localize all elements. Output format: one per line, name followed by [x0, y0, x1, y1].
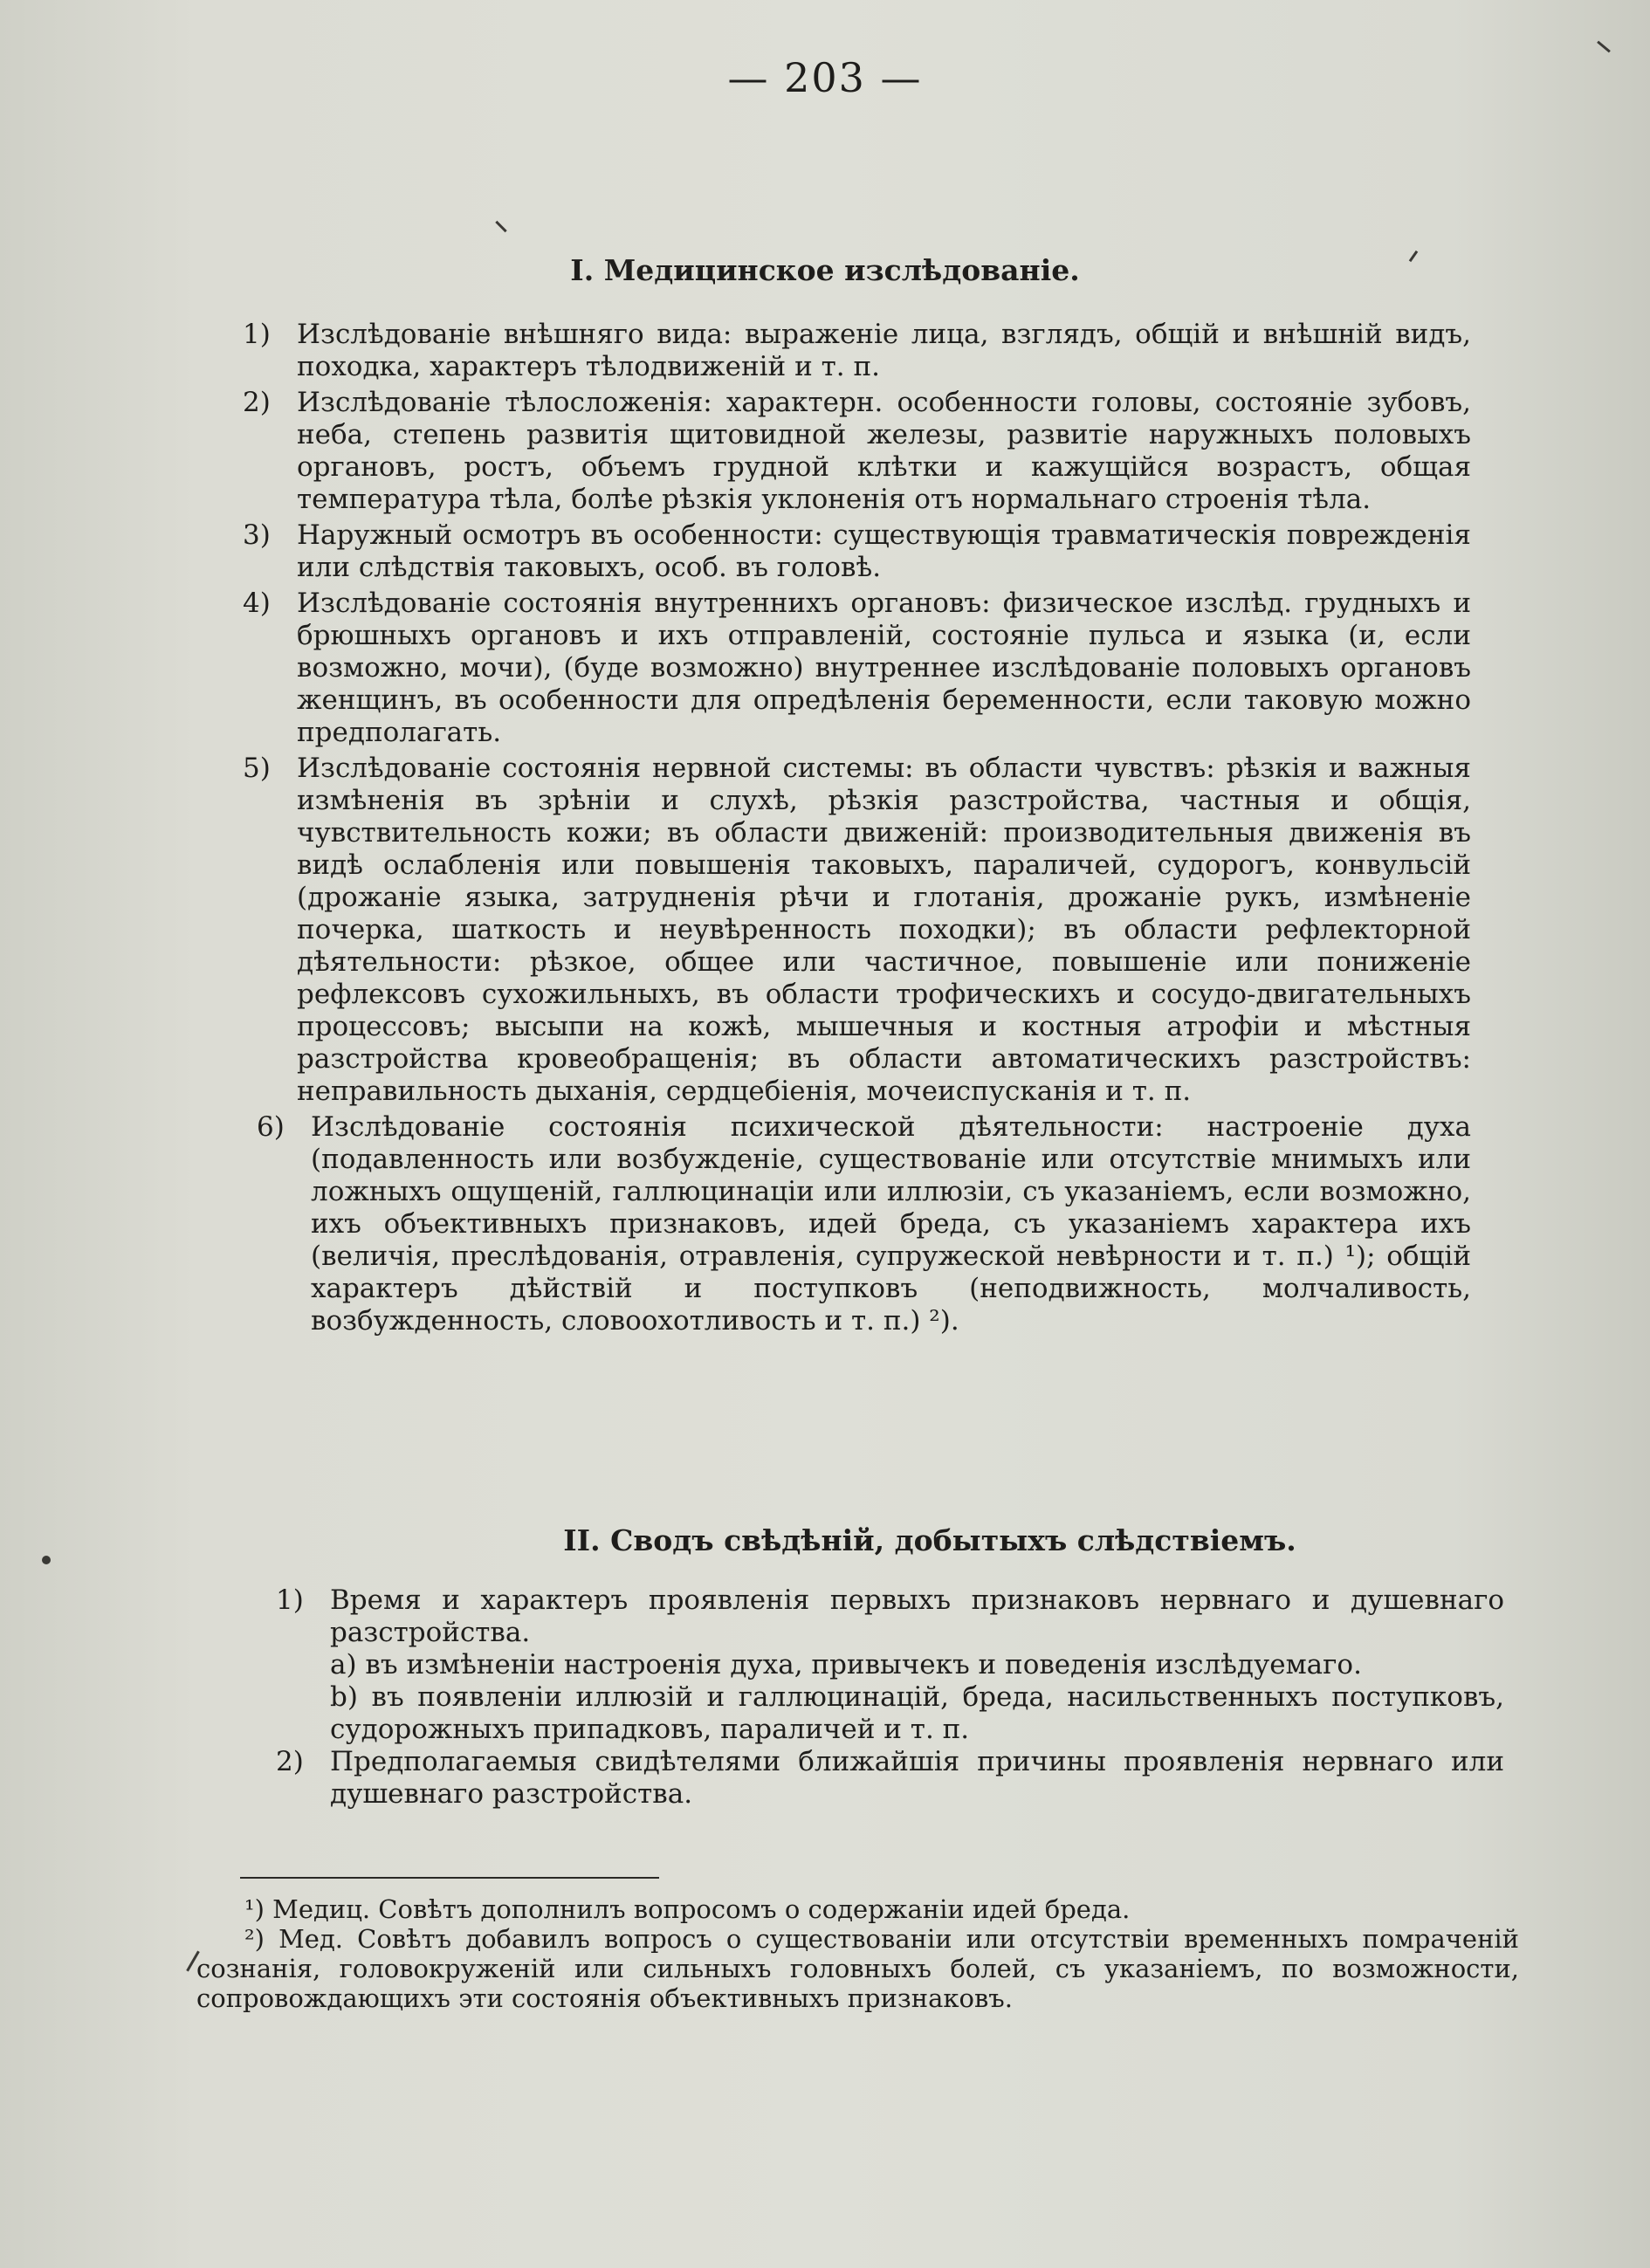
item-number: 2) — [276, 1746, 304, 1777]
footnote-divider — [240, 1877, 659, 1879]
item-text: b) въ появленіи иллюзій и галлюцинацій, бреда, насильственныхъ поступковъ, судорожныхъ припадковъ, параличей и т. п. — [330, 1681, 1504, 1745]
list-item — [243, 319, 1471, 383]
stray-mark — [1597, 41, 1611, 53]
list-item — [257, 1111, 1471, 1337]
item-text: Изслѣдованіе состоянія психической дѣятельности: настроеніе духа (подавленность или возбужденіе, существованіе или отсутствіе мнимыхъ или ложныхъ ощущеній, галлюцинаціи или иллюзіи, съ указаніемъ, если возможно, ихъ объективныхъ признаковъ, идей бреда, съ указаніемъ характера ихъ (величія, преслѣдованія, отравленія, супружеской невѣрности и т. п.) ¹); общій характеръ дѣйствій и поступковъ (неподвижность, молчаливость, возбужденность, словоохотливость и т. п.) ²). — [311, 1111, 1471, 1337]
list-item — [243, 387, 1471, 516]
list-item — [276, 1584, 1504, 1649]
section-2-title: II. Сводъ свѣдѣній, добытыхъ слѣдствіемъ. — [563, 1523, 1296, 1557]
item-number: 2) — [243, 387, 271, 418]
list-item — [243, 588, 1471, 749]
section-2-list — [276, 1584, 1504, 1811]
page-number: — 203 — — [727, 54, 923, 101]
item-number: 5) — [243, 753, 271, 784]
item-text: Предполагаемыя свидѣтелями ближайшія причины проявленія нервнаго или душевнаго разстройства. — [330, 1746, 1504, 1810]
item-number: 4) — [243, 588, 271, 619]
footnote — [196, 1894, 1519, 1924]
section-1-title: I. Медицинское изслѣдованіе. — [570, 253, 1080, 287]
footnotes — [196, 1894, 1519, 2013]
stray-mark — [495, 221, 506, 232]
stray-mark — [42, 1556, 51, 1564]
footnote-mark: ²) — [244, 1924, 265, 1954]
item-text: a) въ измѣненіи настроенія духа, привычекъ и поведенія изслѣдуемаго. — [330, 1649, 1362, 1680]
footnote-text: Мед. Совѣтъ добавилъ вопросъ о существованіи или отсутствіи временныхъ помраченій сознанія, головокруженій или сильныхъ головныхъ болей, съ указаніемъ, по возможности, сопровождающихъ эти состоянія объективныхъ признаковъ. — [196, 1924, 1520, 2013]
list-item — [243, 519, 1471, 584]
item-number: 3) — [243, 519, 271, 551]
list-item — [276, 1746, 1504, 1811]
item-text: Изслѣдованіе внѣшняго вида: выраженіе лица, взглядъ, общій и внѣшній видъ, походка, характеръ тѣлодвиженій и т. п. — [297, 319, 1471, 382]
list-item — [243, 753, 1471, 1108]
item-text: Наружный осмотръ въ особенности: существующія травматическія поврежденія или слѣдствія таковыхъ, особ. въ головѣ. — [297, 519, 1471, 583]
footnote-text: Медиц. Совѣтъ дополнилъ вопросомъ о содержаніи идей бреда. — [272, 1894, 1131, 1924]
footnote — [196, 1924, 1519, 2013]
item-text: Изслѣдованіе состоянія нервной системы: въ области чувствъ: рѣзкія и важныя измѣненія въ зрѣніи и слухѣ, рѣзкія разстройства, частныя и общія, чувствительность кожи; въ области движеній: производительныя движенія въ видѣ ослабленія или повышенія таковыхъ, параличей, судорогъ, конвульсій (дрожаніе языка, затрудненія рѣчи и глотанія, дрожаніе рукъ, измѣненіе почерка, шаткость и неувѣренность походки); въ области рефлекторной дѣятельности: рѣзкое, общее или частичное, повышеніе или пониженіе рефлексовъ сухожильныхъ, въ области трофическихъ и сосудо-двигательныхъ процессовъ; высыпи на кожѣ, мышечныя и костныя атрофіи и мѣстныя разстройства кровеобращенія; въ области автоматическихъ разстройствъ: неправильность дыханія, сердцебіенія, мочеиспусканія и т. п. — [297, 753, 1471, 1107]
item-text: Изслѣдованіе состоянія внутреннихъ органовъ: физическое изслѣд. грудныхъ и брюшныхъ органовъ и ихъ отправленій, состояніе пульса и языка (и, если возможно, мочи), (буде возможно) внутреннее изслѣдованіе половыхъ органовъ женщинъ, въ особенности для опредѣленія беременности, если таковую можно предполагать. — [297, 588, 1471, 748]
list-item — [330, 1649, 1504, 1681]
item-number: 1) — [276, 1584, 304, 1616]
item-text: Изслѣдованіе тѣлосложенія: характерн. особенности головы, состояніе зубовъ, неба, степень развитія щитовидной железы, развитіе наружныхъ половыхъ органовъ, ростъ, объемъ грудной клѣтки и кажущійся возрастъ, общая температура тѣла, болѣе рѣзкія уклоненія отъ нормальнаго строенія тѣла. — [297, 387, 1471, 515]
footnote-mark: ¹) — [244, 1894, 265, 1924]
item-number: 1) — [243, 319, 271, 350]
item-number: 6) — [257, 1111, 285, 1143]
item-text: Время и характеръ проявленія первыхъ признаковъ нервнаго и душевнаго разстройства. — [330, 1584, 1504, 1648]
list-item — [330, 1681, 1504, 1746]
section-1-list — [243, 319, 1471, 1337]
